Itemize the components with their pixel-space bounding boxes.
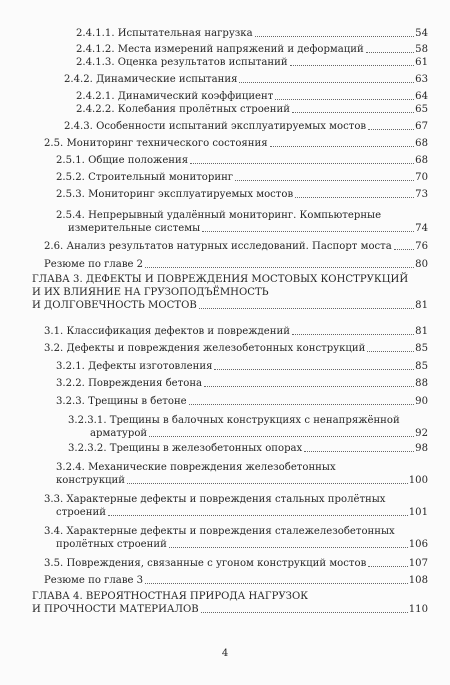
toc-entry: [44, 240, 428, 253]
toc-entry-title: 3.2.3.1. Трещины в балочных конструкциях с ненапряжённой: [68, 415, 400, 426]
toc-entry: [56, 209, 428, 235]
leader-dots: [270, 146, 415, 147]
chapter-title: ГЛАВА 3. ДЕФЕКТЫ И ПОВРЕЖДЕНИЯ МОСТОВЫХ КОНСТРУКЦИЙ: [32, 274, 409, 285]
leader-dots: [292, 112, 414, 113]
toc-entry-title: 3.2. Дефекты и повреждения железобетонных конструкций: [44, 343, 366, 354]
toc-entry: [76, 56, 428, 69]
toc-entry-page: 81: [415, 326, 428, 337]
toc-entry-title-continued: арматурой: [90, 428, 148, 439]
toc-entry-title: 3.1. Классификация дефектов и повреждений: [44, 326, 290, 337]
leader-dots: [235, 180, 414, 181]
leader-dots: [201, 612, 408, 613]
toc-entry: [76, 103, 428, 116]
toc-entry-page: 58: [415, 44, 428, 55]
toc-entry-page: 61: [415, 57, 428, 68]
leader-dots: [189, 404, 414, 405]
toc-entry-page: 85: [415, 361, 428, 372]
leader-dots: [108, 515, 408, 516]
toc-entry: [56, 171, 428, 184]
toc-entry: [56, 188, 428, 201]
leader-dots: [366, 52, 414, 53]
toc-entry: [44, 525, 428, 551]
toc-entry-title: 2.4.1.2. Места измерений напряжений и деформаций: [76, 44, 364, 55]
toc-entry: [44, 325, 428, 338]
toc-entry-title: 3.2.3.2. Трещины в железобетонных опорах: [68, 443, 303, 454]
page-number: 4: [221, 648, 229, 659]
chapter-title-continued: И ИХ ВЛИЯНИЕ НА ГРУЗОПОДЪЁМНОСТЬ: [32, 287, 269, 298]
toc-entry-title: 2.4.1.3. Оценка результатов испытаний: [76, 57, 288, 68]
toc-entry-title-continued: измерительные системы: [68, 223, 201, 234]
toc-entry: [56, 461, 428, 487]
toc-entry-title-continued: конструкций: [56, 475, 126, 486]
leader-dots: [214, 369, 414, 370]
toc-entry-page: 68: [415, 138, 428, 149]
toc-entry-page: 63: [415, 74, 428, 85]
chapter-title-continued: И ДОЛГОВЕЧНОСТЬ МОСТОВ: [32, 300, 197, 311]
toc-entry-title: 2.4.2.1. Динамический коэффициент: [76, 91, 274, 102]
toc-entry-title: 2.5. Мониторинг технического состояния: [44, 138, 268, 149]
toc-entry-page: 73: [415, 189, 428, 200]
toc-entry: [44, 258, 428, 271]
leader-dots: [255, 36, 415, 37]
toc-entry-page: 106: [408, 539, 428, 550]
leader-dots: [199, 308, 414, 309]
leader-dots: [275, 99, 414, 100]
toc-entry-title: 2.5.2. Строительный мониторинг: [56, 172, 234, 183]
leader-dots: [304, 451, 414, 452]
toc-entry-title: 2.4.2.2. Колебания пролётных строений: [76, 104, 290, 115]
leader-dots: [239, 82, 414, 83]
toc-entry: [44, 342, 428, 355]
leader-dots: [295, 197, 414, 198]
leader-dots: [169, 547, 408, 548]
toc-entry: [76, 27, 428, 40]
toc-entry: [56, 360, 428, 373]
toc-entry: [44, 137, 428, 150]
toc-chapter-entry: [32, 590, 428, 616]
leader-dots: [368, 129, 414, 130]
toc-entry-title: 2.6. Анализ результатов натурных исследований. Паспорт моста: [44, 241, 392, 252]
toc-entry-title: 3.4. Характерные дефекты и повреждения сталежелезобетонных: [44, 526, 395, 537]
leader-dots: [290, 65, 415, 66]
toc-entry-page: 90: [415, 396, 428, 407]
toc-entry-page: 81: [415, 300, 428, 311]
leader-dots: [127, 483, 408, 484]
leader-dots: [204, 386, 414, 387]
chapter-title: ГЛАВА 4. ВЕРОЯТНОСТНАЯ ПРИРОДА НАГРУЗОК: [32, 591, 309, 602]
toc-entry: [68, 442, 428, 455]
toc-entry-title: 3.2.4. Механические повреждения железобетонных: [56, 462, 336, 473]
toc-entry-page: 107: [408, 558, 428, 569]
leader-dots: [190, 163, 414, 164]
toc-entry: [68, 414, 428, 440]
leader-dots: [367, 351, 414, 352]
toc-entry-title: 2.5.4. Непрерывный удалённый мониторинг. Компьютерные: [56, 210, 382, 221]
toc-entry-title: 3.2.1. Дефекты изготовления: [56, 361, 213, 372]
toc-entry-title-continued: пролётных строений: [56, 539, 167, 550]
toc-entry: [64, 73, 428, 86]
toc-entry-title: 3.2.2. Повреждения бетона: [56, 378, 203, 389]
toc-entry-title: 2.4.1.1. Испытательная нагрузка: [76, 28, 253, 39]
toc-entry-page: 85: [415, 343, 428, 354]
toc-entry-title: 3.5. Повреждения, связанные с угоном конструкций мостов: [44, 558, 367, 569]
toc-entry: [44, 493, 428, 519]
leader-dots: [145, 267, 414, 268]
toc-entry-title: 2.4.3. Особенности испытаний эксплуатируемых мостов: [64, 121, 367, 132]
toc-entry-page: 68: [415, 155, 428, 166]
toc-entry-title: 3.3. Характерные дефекты и повреждения стальных пролётных: [44, 494, 386, 505]
toc-entry: [56, 154, 428, 167]
toc-entry-page: 92: [415, 428, 428, 439]
toc-entry: [76, 43, 428, 56]
toc-entry: [56, 395, 428, 408]
toc-entry-page: 76: [415, 241, 428, 252]
toc-entry-page: 101: [408, 507, 428, 518]
toc-entry-page: 88: [415, 378, 428, 389]
leader-dots: [202, 231, 414, 232]
leader-dots: [394, 249, 414, 250]
leader-dots: [145, 583, 408, 584]
toc-entry-title: Резюме по главе 2: [44, 259, 144, 270]
leader-dots: [149, 436, 414, 437]
toc-entry: [44, 574, 428, 587]
toc-entry-page: 67: [415, 121, 428, 132]
toc-entry-title-continued: строений: [56, 507, 106, 518]
toc-entry: [64, 120, 428, 133]
toc-entry-page: 98: [415, 443, 428, 454]
toc-entry-title: 2.5.3. Мониторинг эксплуатируемых мостов: [56, 189, 294, 200]
toc-chapter-entry: [32, 273, 428, 312]
toc-entry-page: 65: [415, 104, 428, 115]
toc-entry-title: 2.5.1. Общие положения: [56, 155, 189, 166]
toc-entry-page: 64: [415, 91, 428, 102]
toc-entry-page: 80: [415, 259, 428, 270]
toc-entry-page: 74: [415, 223, 428, 234]
toc-entry-page: 54: [415, 28, 428, 39]
toc-entry-page: 70: [415, 172, 428, 183]
leader-dots: [368, 566, 407, 567]
toc-entry-page: 100: [408, 475, 428, 486]
toc-entry-title: 3.2.3. Трещины в бетоне: [56, 396, 187, 407]
toc-entry: [44, 557, 428, 570]
leader-dots: [292, 334, 414, 335]
toc-entry-page: 108: [408, 575, 428, 586]
toc-entry-title: Резюме по главе 3: [44, 575, 144, 586]
toc-entry: [56, 377, 428, 390]
toc-entry-title: 2.4.2. Динамические испытания: [64, 74, 238, 85]
toc-entry: [76, 90, 428, 103]
toc-entry-page: 110: [408, 604, 428, 615]
chapter-title-continued: И ПРОЧНОСТИ МАТЕРИАЛОВ: [32, 604, 199, 615]
